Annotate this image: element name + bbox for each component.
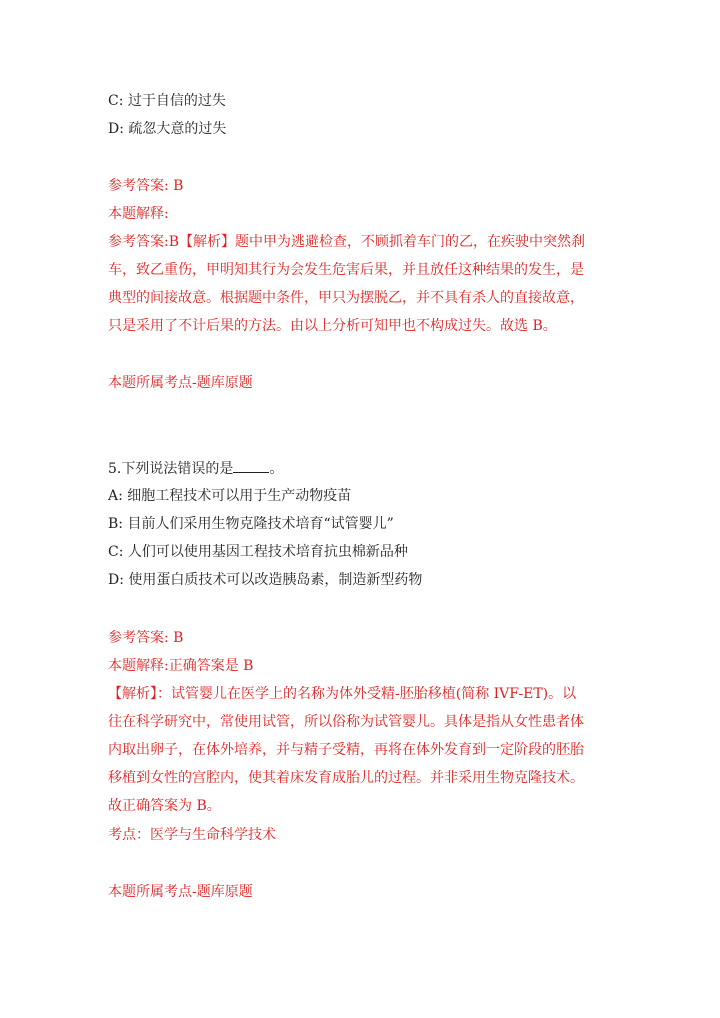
answer: 参考答案: B	[108, 178, 184, 194]
question-5	[108, 459, 283, 478]
analysis-line: 车，致乙重伤，甲明知其行为会发生危害后果，并且放任这种结果的发生，是	[108, 262, 584, 278]
source-note: 本题所属考点-题库原题	[108, 884, 253, 900]
analysis-line: 【解析】：试管婴儿在医学上的名称为体外受精-胚胎移植(简称 IVF-ET)。以	[108, 686, 577, 702]
option-d: D: 使用蛋白质技术可以改造胰岛素，制造新型药物	[108, 572, 423, 588]
analysis-line: 故正确答案为 B。	[108, 798, 221, 814]
option-a: A: 细胞工程技术可以用于生产动物疫苗	[108, 488, 352, 504]
question-end: 。	[269, 461, 284, 477]
analysis-line: 往在科学研究中，常使用试管，所以俗称为试管婴儿。具体是指从女性患者体	[108, 714, 584, 730]
analysis-line: 参考答案:B【解析】题中甲为逃避检查，不顾抓着车门的乙，在疾驶中突然刹	[108, 234, 586, 250]
source-note: 本题所属考点-题库原题	[108, 375, 253, 391]
explanation: 本题解释:正确答案是 B	[108, 658, 254, 674]
analysis-line: 内取出卵子，在体外培养，并与精子受精，再将在体外发育到一定阶段的胚胎	[108, 742, 584, 758]
option-b: B: 目前人们采用生物克隆技术培育“试管婴儿”	[108, 516, 394, 532]
answer: 参考答案: B	[108, 630, 184, 646]
kaodian: 考点：医学与生命科学技术	[108, 827, 276, 843]
analysis-line: 移植到女性的宫腔内，使其着床发育成胎儿的过程。并非采用生物克隆技术。	[108, 770, 584, 786]
question-text: 5.下列说法错误的是	[108, 461, 234, 477]
option-c: C: 过于自信的过失	[108, 93, 226, 109]
answer-blank	[233, 459, 269, 473]
explanation-label: 本题解释:	[108, 206, 169, 222]
analysis-line: 只是采用了不计后果的方法。由以上分析可知甲也不构成过失。故选 B。	[108, 318, 557, 334]
analysis-line: 典型的间接故意。根据题中条件，甲只为摆脱乙，并不具有杀人的直接故意，	[108, 290, 584, 306]
option-c: C: 人们可以使用基因工程技术培育抗虫棉新品种	[108, 544, 408, 560]
option-d: D: 疏忽大意的过失	[108, 121, 227, 137]
